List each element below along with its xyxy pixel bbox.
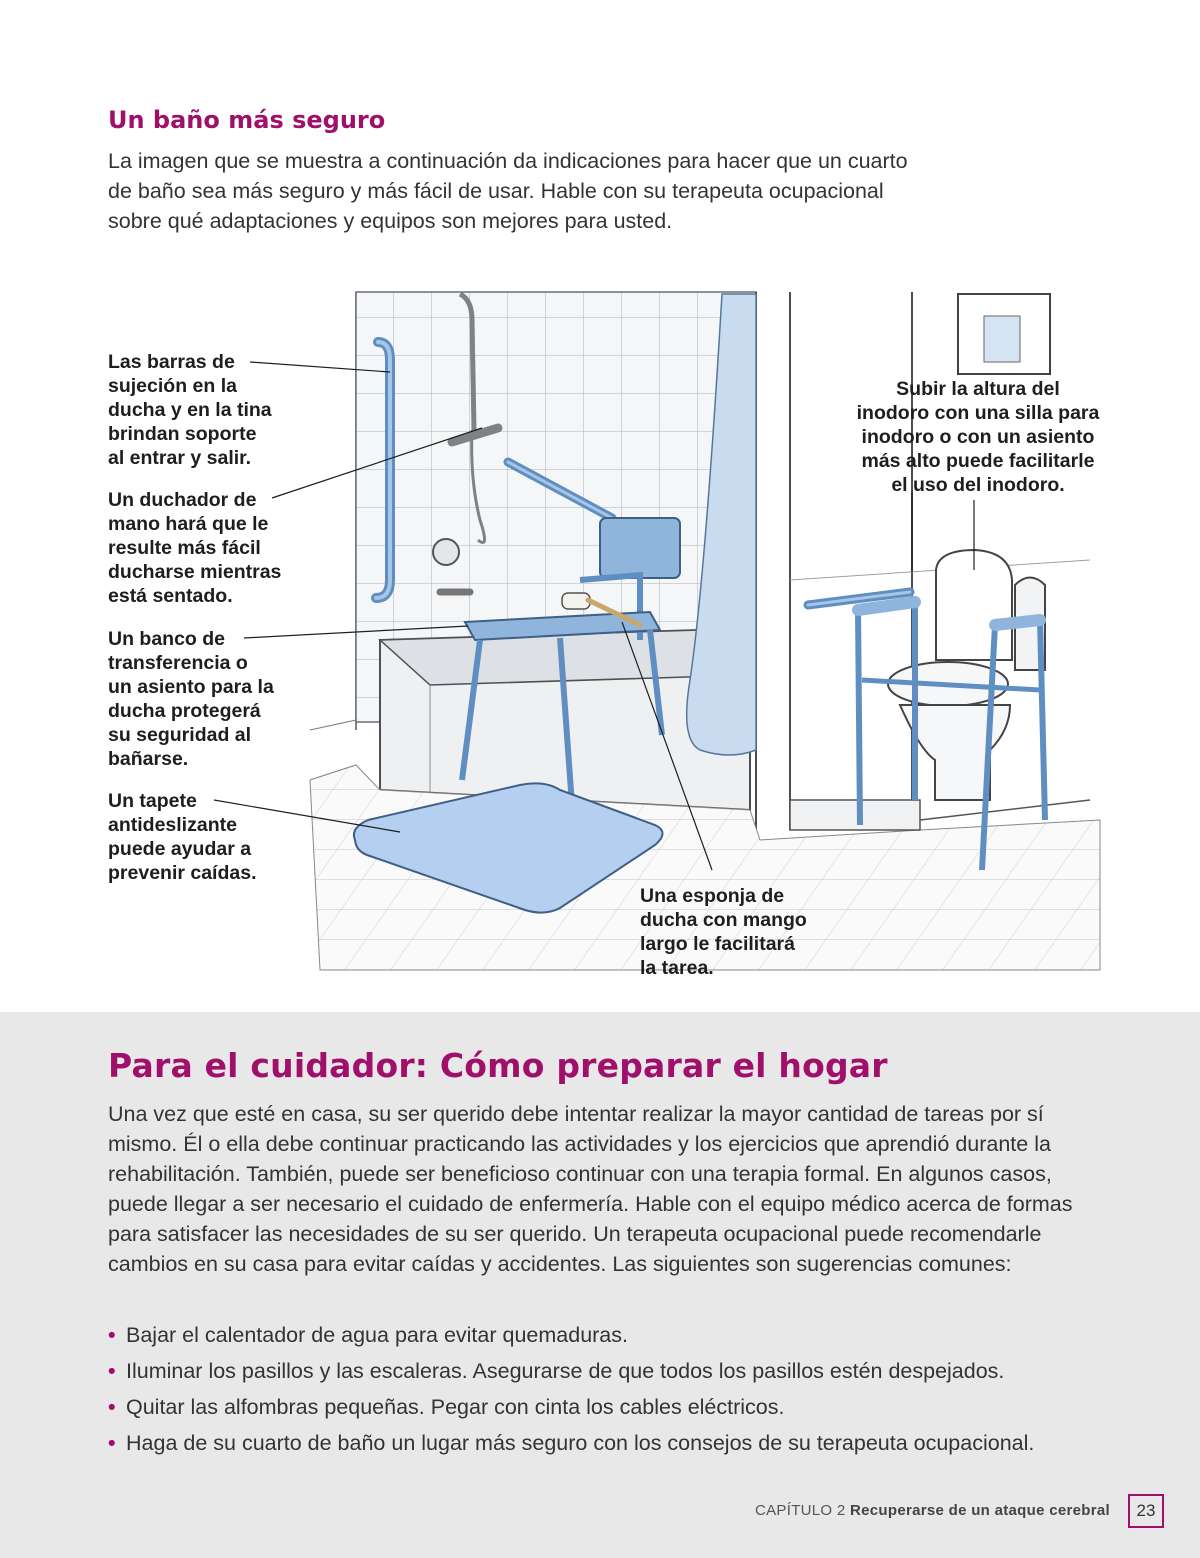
list-item [108,1428,1108,1458]
callout-line: Las barras de [108,351,235,373]
bullet: • [108,1431,116,1455]
callout-line: Subir la altura del [896,378,1060,400]
callout-line: al entrar y salir. [108,447,252,469]
callout-line: Un duchador de [108,489,257,511]
list-item [108,1320,1108,1350]
caregiver-heading: Para el cuidador: Cómo preparar el hogar [108,1046,888,1085]
bullet: • [108,1359,116,1383]
callout-line: inodoro con una silla para [856,402,1100,424]
callout-line: brindan soporte [108,423,257,445]
callout-line: bañarse. [108,748,189,770]
tip-text: Iluminar los pasillos y las escaleras. Asegurarse de que todos los pasillos estén despejados. [126,1359,1005,1383]
page-number: 23 [1128,1494,1164,1528]
callout-line: Una esponja de [640,885,785,907]
tip-text: Quitar las alfombras pequeñas. Pegar con cinta los cables eléctricos. [126,1395,785,1419]
callout-line: inodoro o con un asiento [861,426,1095,448]
bullet: • [108,1323,116,1347]
callout-line: está sentado. [108,585,233,607]
callout-line: antideslizante [108,814,237,836]
callout-line: mano hará que le [108,513,269,535]
callout-line: más alto puede facilitarle [861,450,1095,472]
caregiver-body: Una vez que esté en casa, su ser querido debe intentar realizar la mayor cantidad de tareas por sí mismo. Él o ella debe continuar practicando las actividades y los ejercicios que aprendió durante la rehabilitación. También, puede ser beneficioso continuar con una terapia formal. En algunos casos, puede llegar a ser necesario el cuidado de enfermería. Hable con el equipo médico acerca de formas para satisfacer las necesidades de su ser querido. Un terapeuta ocupacional puede recomendarle cambios en su casa para evitar caídas y accidentes. Las siguientes son sugerencias comunes: [108,1102,1073,1276]
caregiver-panel [0,1012,1200,1558]
callout-sponge [640,884,807,980]
callout-line: puede ayudar a [108,838,252,860]
callout-raised-toilet [842,377,1114,497]
callout-line: el uso del inodoro. [891,474,1065,496]
callout-line: prevenir caídas. [108,862,257,884]
tip-text: Haga de su cuarto de baño un lugar más seguro con los consejos de su terapeuta ocupacional. [126,1431,1035,1455]
callout-line: ducharse mientras [108,561,282,583]
callout-grab-bars [108,350,272,470]
callout-line: ducha y en la tina [108,399,272,421]
bullet: • [108,1395,116,1419]
footer-chapter [755,1502,1110,1519]
callout-line: largo le facilitará [640,933,795,955]
callout-hand-held-shower [108,488,281,608]
tips-list [108,1320,1108,1464]
list-item [108,1356,1108,1386]
list-item [108,1392,1108,1422]
callout-line: la tarea. [640,957,714,979]
callout-line: ducha protegerá [108,700,261,722]
section-heading: Un baño más seguro [108,106,386,134]
callout-line: transferencia o [108,652,248,674]
chapter-title: Recuperarse de un ataque cerebral [849,1502,1110,1519]
callout-transfer-bench [108,627,274,771]
chapter-label: CAPÍTULO 2 [754,1502,846,1519]
callout-line: ducha con mango [640,909,807,931]
callout-line: un asiento para la [108,676,274,698]
tip-text: Bajar el calentador de agua para evitar quemaduras. [126,1323,628,1347]
callout-bath-mat [108,789,257,885]
callout-line: resulte más fácil [108,537,261,559]
callout-line: sujeción en la [108,375,237,397]
callout-line: su seguridad al [108,724,252,746]
callout-line: Un banco de [108,628,226,650]
intro-paragraph: La imagen que se muestra a continuación da indicaciones para hacer que un cuarto de baño sea más seguro y más fácil de usar. Hable con su terapeuta ocupacional sobre qué adaptaciones y equipos son mejores para usted. [108,149,908,233]
left-wall [310,292,356,780]
callout-line: Un tapete [108,790,197,812]
